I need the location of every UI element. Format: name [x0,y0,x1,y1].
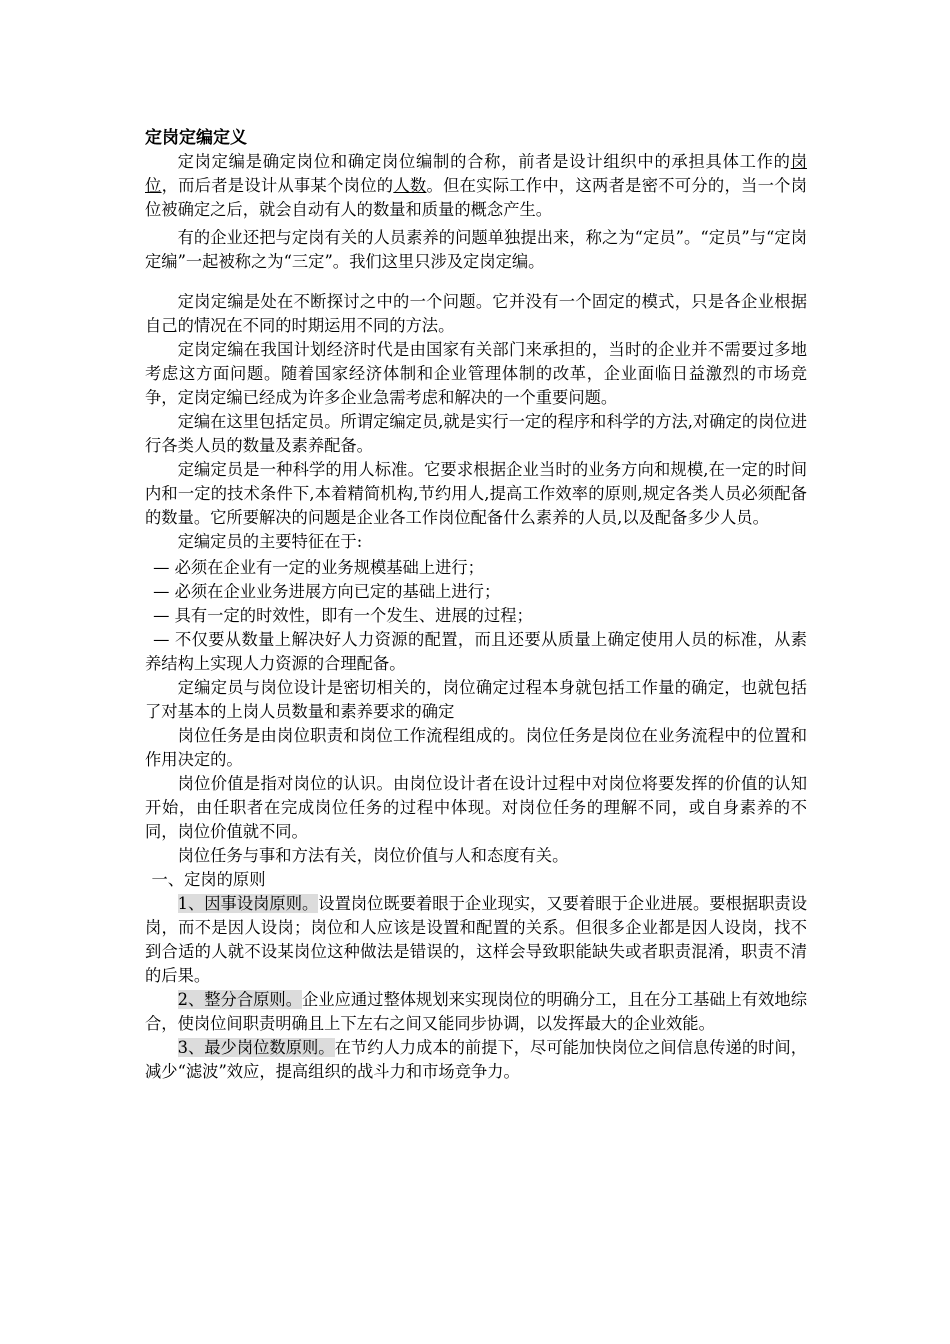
principle-label: 2、整分合原则。 [177,990,302,1009]
paragraph-text: ，而后者是设计从事某个岗位的 [161,176,394,195]
link-gangwei[interactable]: 岗位 [145,152,807,195]
feature-bullet: — 必须在企业有一定的业务规模基础上进行； [153,558,484,577]
principle-text: 企业应通过整体规划来实现岗位的明确分工，且在分工基础上有效地综合，使岗位间职责明确且上下左右之间又能同步协调，以发挥最大的企业效能。 [145,990,807,1033]
link-renshu[interactable]: 人数 [393,176,427,195]
paragraph-dingyuan: 有的企业还把与定岗有关的人员素养的问题单独提出来，称之为“定员”。“定员”与“定岗定编”一起被称之为“三定”。我们这里只涉及定岗定编。 [145,228,807,271]
feature-bullet: — 不仅要从数量上解决好人力资源的配置，而且还要从质量上确定使用人员的标准，从素养结构上实现人力资源的合理配备。 [145,630,807,673]
feature-bullet: — 必须在企业业务进展方向已定的基础上进行； [153,582,501,601]
principle-text: 在节约人力成本的前提下，尽可能加快岗位之间信息传递的时间，减少“滤波”效应，提高组织的战斗力和市场竞争力。 [145,1038,807,1081]
principle-label: 3、最少岗位数原则。 [177,1038,335,1057]
paragraph-features-intro: 定编定员的主要特征在于: [177,532,363,551]
document-body [145,150,807,1084]
principle-text: 设置岗位既要着眼于企业现实，又要着眼于企业进展。要根据职责设岗，而不是因人设岗；岗位和人应该是设置和配置的关系。但很多企业都是因人设岗，找不到合适的人就不设某岗位这种做法是错误的，这样会导致职能缺失或者职责混淆，职责不清的后果。 [145,894,807,985]
paragraph-task-vs-value: 岗位任务与事和方法有关，岗位价值与人和态度有关。 [177,846,569,865]
paragraph-exploration: 定岗定编是处在不断探讨之中的一个问题。它并没有一个固定的模式，只是各企业根据自己的情况在不同的时期运用不同的方法。 [145,292,807,335]
paragraph-text: 定岗定编是确定岗位和确定岗位编制的合称，前者是设计组织中的承担具体工作的 [177,152,791,171]
paragraph-job-design: 定编定员与岗位设计是密切相关的，岗位确定过程本身就包括工作量的确定，也就包括了对基本的上岗人员数量和素养要求的确定 [145,678,807,721]
principle-item [145,988,807,1036]
paragraph-job-value: 岗位价值是指对岗位的认识。由岗位设计者在设计过程中对岗位将要发挥的价值的认知开始，由任职者在完成岗位任务的过程中体现。对岗位任务的理解不同，或自身素养的不同，岗位价值就不同。 [145,774,807,841]
document-title: 定岗定编定义 [145,128,247,148]
feature-bullet: — 具有一定的时效性，即有一个发生、进展的过程； [153,606,533,625]
principle-label: 1、因事设岗原则。 [177,894,319,913]
paragraph-standard: 定编定员是一种科学的用人标准。它要求根据企业当时的业务方向和规模,在一定的时间内和一定的技术条件下,本着精简机构,节约用人,提高工作效率的原则,规定各类人员必须配备的数量。它所要解决的问题是企业各工作岗位配备什么素养的人员,以及配备多少人员。 [145,460,807,527]
paragraph-definition [145,150,807,222]
principle-item [145,1036,807,1084]
paragraph-job-task: 岗位任务是由岗位职责和岗位工作流程组成的。岗位任务是岗位在业务流程中的位置和作用决定的。 [145,726,807,769]
principle-item [145,892,807,988]
paragraph-text: 。但在实际工作中，这两者是密不可分的，当一个岗位被确定之后，就会自动有人的数量和质量的概念产生。 [145,176,807,219]
paragraph-history: 定岗定编在我国计划经济时代是由国家有关部门来承担的，当时的企业并不需要过多地考虑这方面问题。随着国家经济体制和企业管理体制的改革，企业面临日益激烈的市场竞争，定岗定编已经成为许多企业急需考虑和解决的一个重要问题。 [145,340,807,407]
paragraph-dingbian-includes: 定编在这里包括定员。所谓定编定员,就是实行一定的程序和科学的方法,对确定的岗位进行各类人员的数量及素养配备。 [145,412,807,455]
section-heading: 一、定岗的原则 [151,870,266,889]
